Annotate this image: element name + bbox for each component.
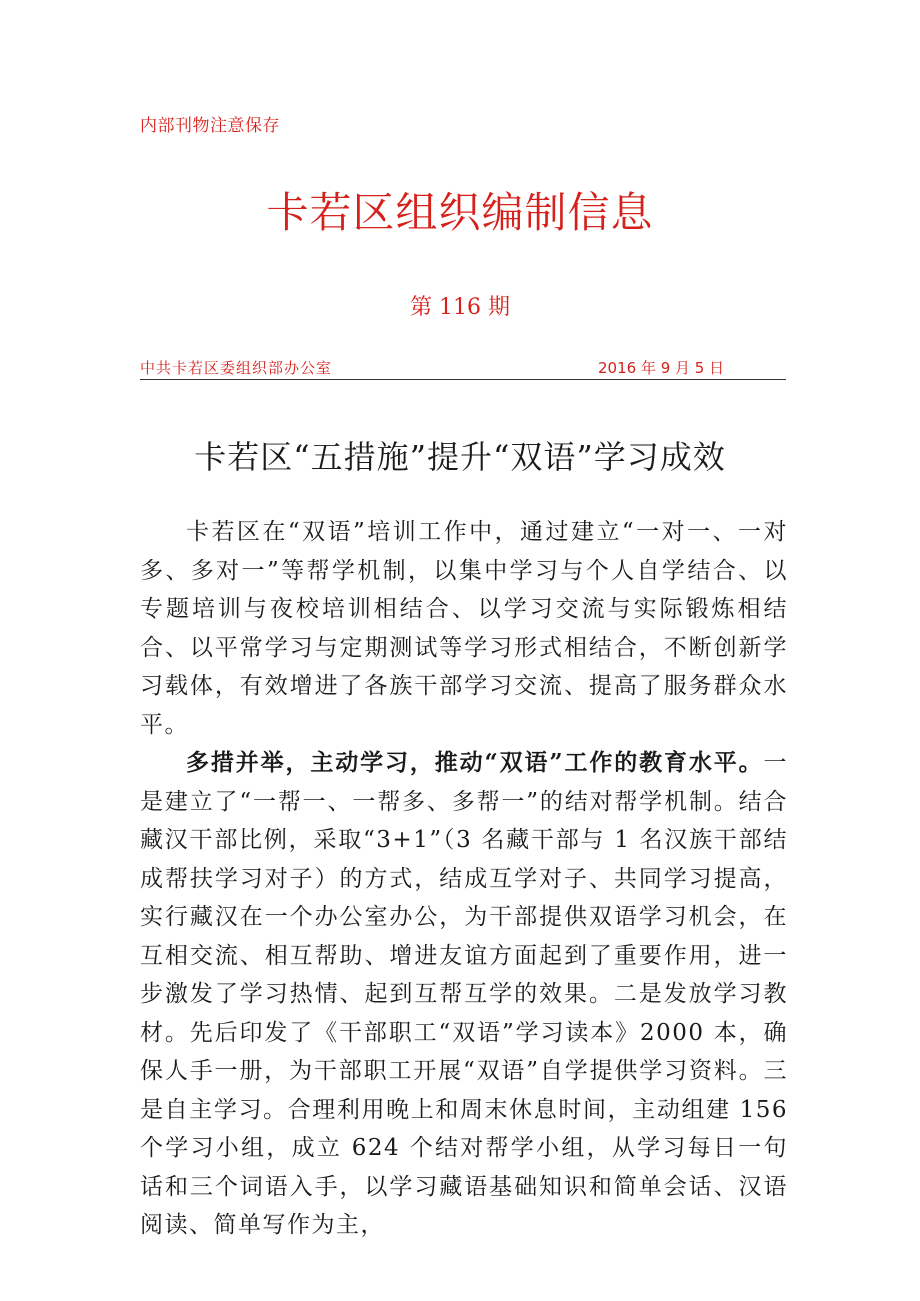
issue-date: 2016 年 9 月 5 日 — [598, 359, 725, 377]
issuer-name: 中共卡若区委组织部办公室 — [140, 359, 333, 377]
internal-notice: 内部刊物注意保存 — [140, 116, 280, 136]
article-body — [140, 513, 788, 1245]
article-paragraph: 卡若区在“双语”培训工作中，通过建立“一对一、一对多、多对一”等帮学机制，以集中学习与个人自学结合、以专题培训与夜校培训相结合、以学习交流与实际锻炼相结合、以平常学习与定期测试等学习形式相结合，不断创新学习载体，有效增进了各族干部学习交流、提高了服务群众水平。 — [140, 519, 788, 738]
issuer-line — [140, 357, 786, 380]
paragraph-text: 一是建立了“一帮一、一帮多、多帮一”的结对帮学机制。结合藏汉干部比例，采取“3+1”（3 名藏干部与 1 名汉族干部结成帮扶学习对子）的方式，结成互学对子、共同学习提高，实行藏汉在一个办公室办公，为干部提供双语学习机会，在互相交流、相互帮助、增进友谊方面起到了重要作用，进一步激发了学习热情、起到互帮互学的效果。二是发放学习教材。先后印发了《干部职工“双语”学习读本》2000 本，确保人手一册，为干部职工开展“双语”自学提供学习资料。三是自主学习。合理利用晚上和周末休息时间，主动组建 156 个学习小组，成立 624 个结对帮学小组，从学习每日一句话和三个词语入手，以学习藏语基础知识和简单会话、汉语阅读、简单写作为主， — [140, 750, 788, 1238]
article-paragraph — [140, 744, 788, 1245]
paragraph-lead: 多措并举，主动学习，推动“双语”工作的教育水平。 — [186, 749, 764, 776]
issue-number: 第 116 期 — [410, 295, 510, 320]
article-title: 卡若区“五措施”提升“双语”学习成效 — [194, 438, 726, 476]
masthead-title: 卡若区组织编制信息 — [266, 188, 654, 237]
